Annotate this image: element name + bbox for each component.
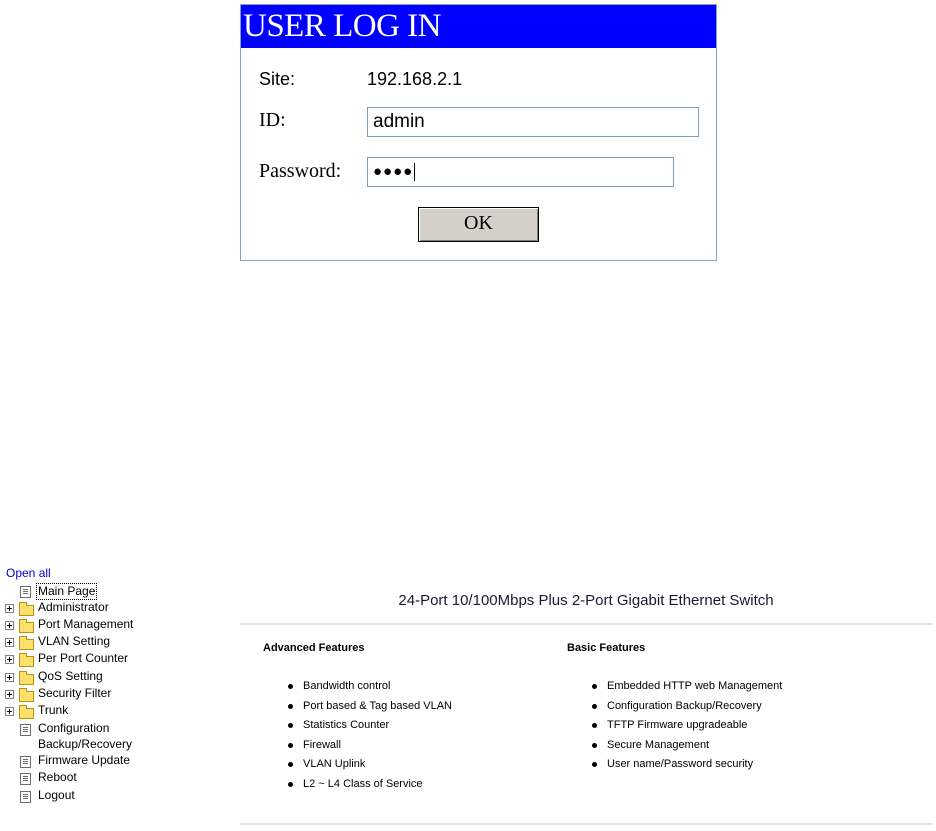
feature-item: L2 ~ L4 Class of Service: [288, 777, 452, 797]
feature-item: Bandwidth control: [288, 679, 452, 699]
page-icon: [20, 756, 31, 768]
login-panel: [240, 4, 717, 261]
nav-item-label[interactable]: Reboot: [38, 770, 77, 784]
nav-item-label[interactable]: Logout: [38, 788, 75, 802]
feature-item: TFTP Firmware upgradeable: [592, 718, 782, 738]
expand-plus-icon[interactable]: [5, 655, 14, 664]
login-header: [241, 5, 716, 48]
divider-top: [240, 623, 932, 625]
nav-item-label[interactable]: Trunk: [38, 703, 69, 717]
feature-item: Firewall: [288, 738, 452, 758]
id-input-value: admin: [373, 111, 425, 132]
feature-item: Configuration Backup/Recovery: [592, 699, 782, 719]
page-icon: [20, 791, 31, 803]
feature-item: Port based & Tag based VLAN: [288, 699, 452, 719]
folder-icon: [19, 656, 34, 667]
folder-icon: [19, 691, 34, 702]
expand-plus-icon[interactable]: [5, 621, 14, 630]
advanced-features-heading: Advanced Features: [263, 642, 365, 654]
text-caret: [414, 163, 415, 181]
page-title: 24-Port 10/100Mbps Plus 2-Port Gigabit Ethernet Switch: [398, 592, 774, 609]
nav-item-label[interactable]: Administrator: [38, 600, 109, 614]
nav-item-label[interactable]: Main Page: [38, 584, 96, 598]
page-icon: [20, 586, 31, 598]
nav-item-label[interactable]: Port Management: [38, 617, 134, 631]
feature-item: Secure Management: [592, 738, 782, 758]
nav-item-label-line2[interactable]: Backup/Recovery: [38, 737, 133, 751]
nav-item-label[interactable]: Per Port Counter: [38, 651, 129, 665]
expand-plus-icon[interactable]: [5, 707, 14, 716]
password-label: Password:: [259, 160, 342, 182]
divider-bottom: [240, 823, 932, 825]
nav-item-label[interactable]: Security Filter: [38, 686, 112, 700]
nav-item-label[interactable]: QoS Setting: [38, 669, 103, 683]
folder-icon: [19, 605, 34, 616]
expand-plus-icon[interactable]: [5, 690, 14, 699]
feature-item: VLAN Uplink: [288, 757, 452, 777]
page-icon: [20, 773, 31, 785]
feature-item: Statistics Counter: [288, 718, 452, 738]
expand-plus-icon[interactable]: [5, 673, 14, 682]
feature-item: Embedded HTTP web Management: [592, 679, 782, 699]
folder-icon: [19, 674, 34, 685]
basic-features-heading: Basic Features: [567, 642, 646, 654]
advanced-features-list: [288, 679, 452, 796]
feature-item: User name/Password security: [592, 757, 782, 777]
open-all-link[interactable]: Open all: [6, 566, 51, 580]
id-input[interactable]: [367, 107, 699, 137]
expand-plus-icon[interactable]: [5, 604, 14, 613]
folder-icon: [19, 639, 34, 650]
expand-plus-icon[interactable]: [5, 638, 14, 647]
site-label: Site:: [259, 69, 296, 89]
folder-icon: [19, 622, 34, 633]
nav-item-label[interactable]: Configuration: [38, 721, 110, 735]
password-input[interactable]: [367, 157, 674, 187]
basic-features-list: [592, 679, 782, 777]
site-value: 192.168.2.1: [367, 69, 463, 89]
folder-icon: [19, 708, 34, 719]
nav-item-label[interactable]: Firmware Update: [38, 753, 131, 767]
login-title: USER LOG IN: [243, 8, 441, 44]
password-input-value: ●●●●: [373, 163, 414, 180]
id-label: ID:: [259, 109, 286, 131]
ok-button[interactable]: OK: [418, 207, 539, 242]
nav-item-label[interactable]: VLAN Setting: [38, 634, 111, 648]
page-icon: [20, 724, 31, 736]
